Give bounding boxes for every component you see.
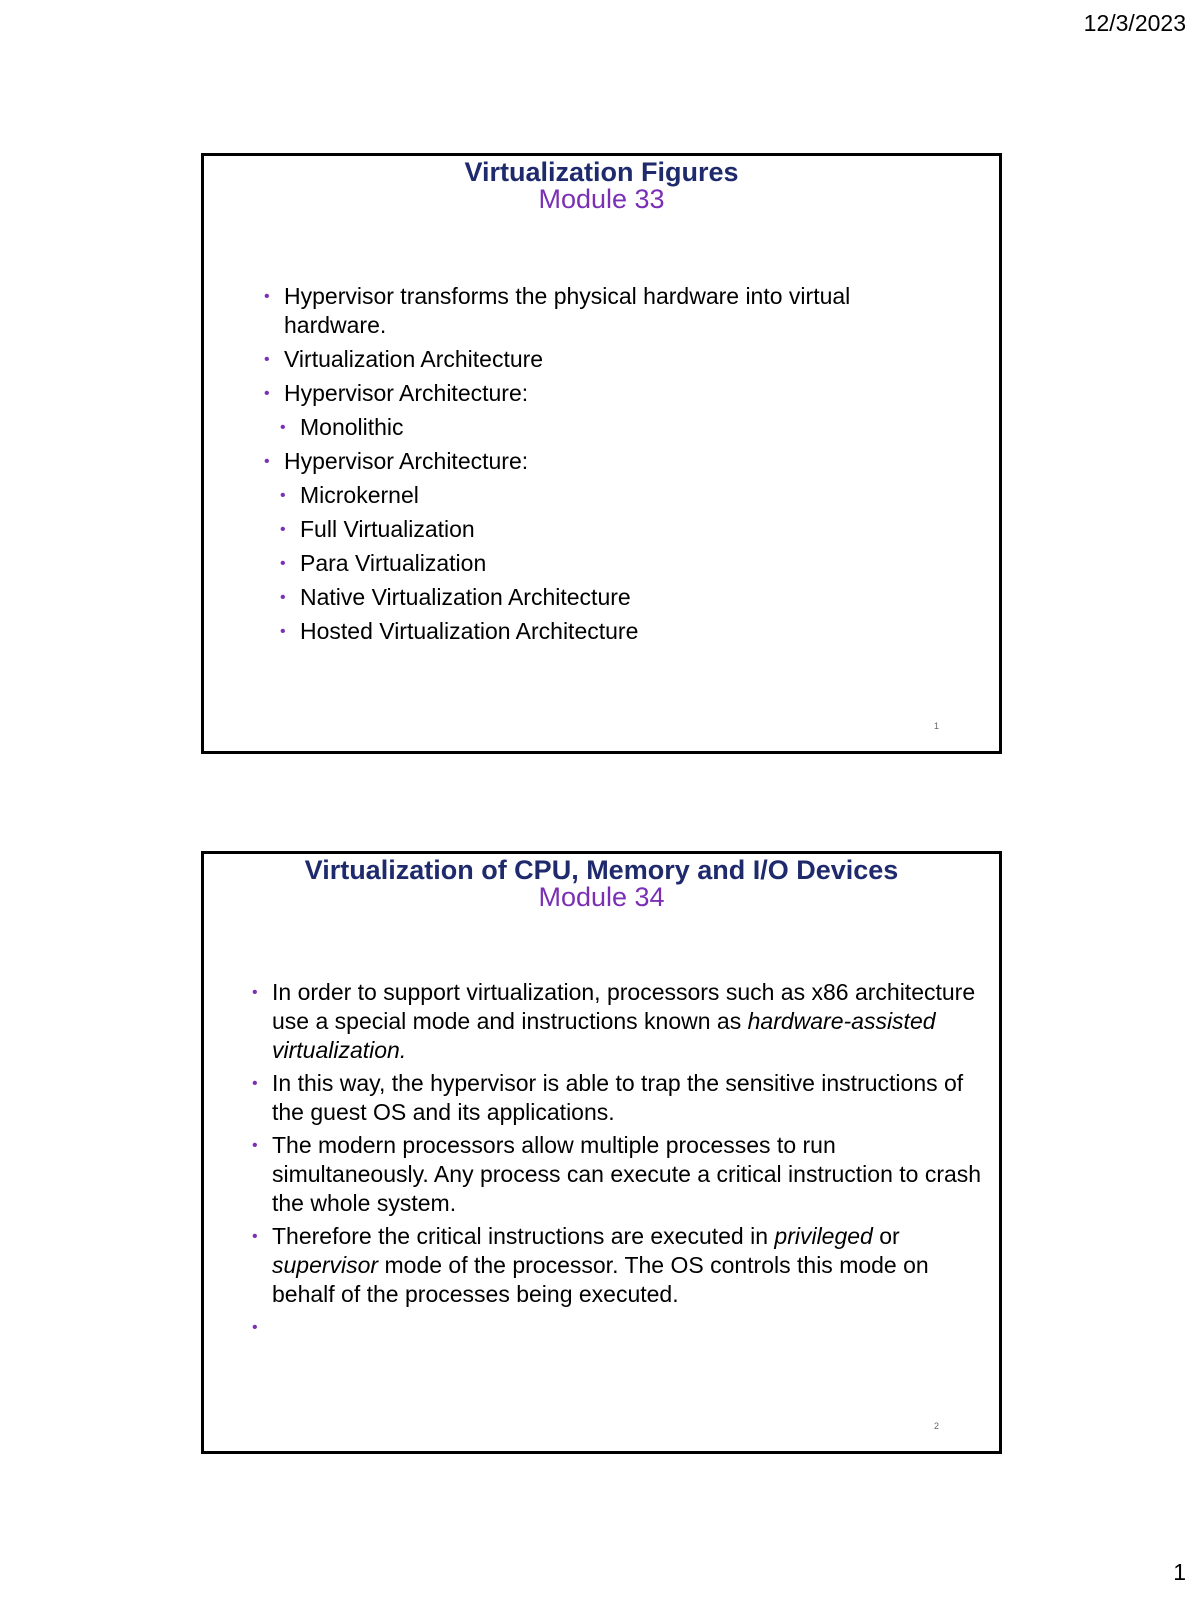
slide-module-34 — [201, 851, 1002, 1454]
slide-subtitle: Module 34 — [538, 882, 665, 912]
list-item: • Virtualization Architecture — [284, 345, 929, 374]
bullet-list — [284, 282, 929, 651]
bullet-emphasis: privileged — [774, 1223, 873, 1249]
list-subitem: • Hosted Virtualization Architecture — [300, 617, 929, 646]
list-item — [272, 978, 991, 1065]
slide-number: 2 — [933, 1421, 939, 1431]
list-item — [272, 1222, 991, 1309]
list-subitem: • Microkernel — [300, 481, 929, 510]
list-item: • Hypervisor Architecture: — [284, 447, 929, 476]
bullet-text: Therefore the critical instructions are executed in — [272, 1223, 775, 1249]
list-item: • In this way, the hypervisor is able to trap the sensitive instructions of the guest OS and its applications. — [272, 1069, 991, 1127]
slide-title — [204, 854, 999, 911]
list-subitem: • Monolithic — [300, 413, 929, 442]
list-item: • Hypervisor Architecture: — [284, 379, 929, 408]
page-date: 12/3/2023 — [1083, 10, 1186, 36]
slide-title — [204, 156, 999, 213]
bullet-list — [272, 978, 991, 1346]
list-item: • The modern processors allow multiple processes to run simultaneously. Any process can execute a critical instruction to crash the whole system. — [272, 1131, 991, 1218]
slide-module-33 — [201, 153, 1002, 754]
empty-list-item — [272, 1313, 991, 1342]
bullet-text: In order to support virtualization, processors such as x86 architecture use a special mode and instructions known as — [272, 979, 976, 1034]
slide-number: 1 — [933, 721, 939, 731]
list-subitem: • Native Virtualization Architecture — [300, 583, 929, 612]
slide-title-text: Virtualization of CPU, Memory and I/O Devices — [304, 855, 899, 885]
bullet-emphasis: hardware-assisted virtualization. — [272, 1008, 936, 1063]
bullet-text: mode of the processor. The OS controls this mode on behalf of the processes being executed. — [272, 1252, 929, 1307]
list-item: • Hypervisor transforms the physical hardware into virtual hardware. — [284, 282, 929, 340]
slide-subtitle: Module 33 — [538, 184, 665, 214]
list-subitem: • Full Virtualization — [300, 515, 929, 544]
list-subitem: • Para Virtualization — [300, 549, 929, 578]
slide-title-text: Virtualization Figures — [464, 157, 739, 187]
page-number: 1 — [1173, 1559, 1186, 1585]
bullet-emphasis: supervisor — [272, 1252, 379, 1278]
bullet-text: or — [872, 1223, 900, 1249]
